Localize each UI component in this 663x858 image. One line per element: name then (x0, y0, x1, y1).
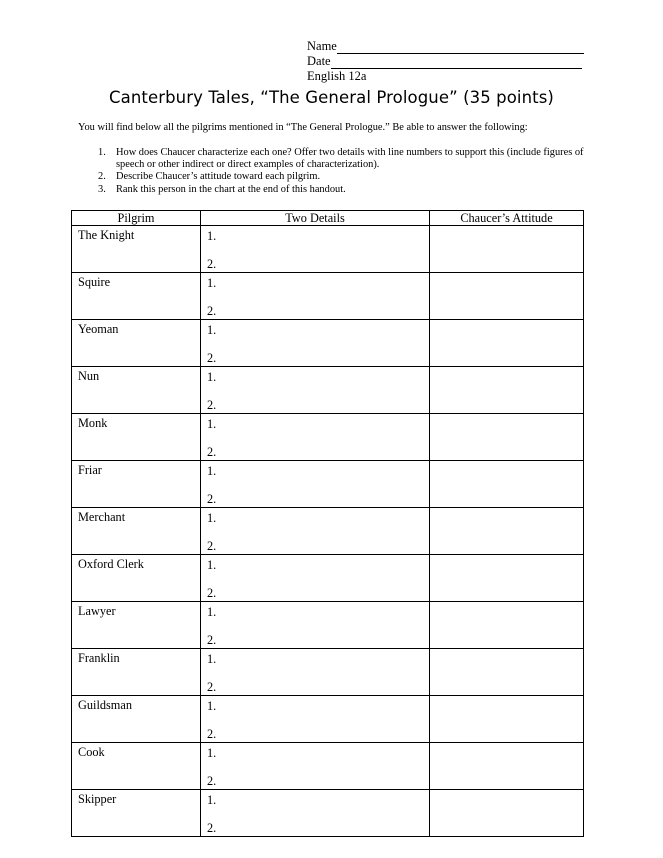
pilgrim-name: Franklin (72, 649, 201, 696)
details-cell[interactable] (201, 696, 430, 743)
detail-marker-1: 1. (207, 276, 217, 290)
detail-marker-2: 2. (207, 821, 217, 835)
attitude-cell[interactable] (430, 461, 584, 508)
pilgrim-name: Cook (72, 743, 201, 790)
detail-marker-1: 1. (207, 464, 217, 478)
table-row (72, 461, 584, 508)
detail-marker-1: 1. (207, 652, 217, 666)
table-row (72, 649, 584, 696)
pilgrim-name: Squire (72, 273, 201, 320)
table-row (72, 508, 584, 555)
detail-marker-2: 2. (207, 727, 217, 741)
attitude-cell[interactable] (430, 273, 584, 320)
details-cell[interactable] (201, 790, 430, 837)
detail-marker-1: 1. (207, 511, 217, 525)
details-cell[interactable] (201, 414, 430, 461)
attitude-cell[interactable] (430, 696, 584, 743)
column-header-two-details: Two Details (201, 211, 430, 226)
table-row (72, 414, 584, 461)
detail-marker-2: 2. (207, 257, 217, 271)
column-header-attitude: Chaucer’s Attitude (430, 211, 584, 226)
attitude-cell[interactable] (430, 743, 584, 790)
detail-marker-2: 2. (207, 539, 217, 553)
details-cell[interactable] (201, 555, 430, 602)
detail-marker-1: 1. (207, 558, 217, 572)
pilgrim-name: Oxford Clerk (72, 555, 201, 602)
chart-body (72, 226, 584, 837)
pilgrim-name: The Knight (72, 226, 201, 273)
detail-marker-2: 2. (207, 492, 217, 506)
course-label: English 12a (307, 69, 367, 83)
attitude-cell[interactable] (430, 555, 584, 602)
page-title: Canterbury Tales, “The General Prologue” (35 points) (109, 88, 554, 107)
instruction-number: 3. (98, 183, 106, 195)
chart-header-row (72, 211, 584, 226)
pilgrim-name: Merchant (72, 508, 201, 555)
attitude-cell[interactable] (430, 508, 584, 555)
table-row (72, 226, 584, 273)
detail-marker-1: 1. (207, 417, 217, 431)
details-cell[interactable] (201, 602, 430, 649)
details-cell[interactable] (201, 461, 430, 508)
pilgrim-name: Yeoman (72, 320, 201, 367)
table-row (72, 602, 584, 649)
instruction-text: How does Chaucer characterize each one? Offer two details with line numbers to support this (include figures of speech or other indirect or direct examples of characterization). (116, 147, 584, 171)
attitude-cell[interactable] (430, 649, 584, 696)
name-label: Name (307, 39, 337, 53)
course-line (307, 69, 584, 84)
name-line (307, 39, 584, 54)
attitude-cell[interactable] (430, 790, 584, 837)
details-cell[interactable] (201, 273, 430, 320)
attitude-cell[interactable] (430, 602, 584, 649)
pilgrim-name: Friar (72, 461, 201, 508)
date-line (307, 54, 584, 69)
table-row (72, 367, 584, 414)
detail-marker-1: 1. (207, 793, 217, 807)
instruction-number: 1. (98, 147, 106, 158)
table-row (72, 273, 584, 320)
pilgrim-name: Skipper (72, 790, 201, 837)
instruction-item (78, 147, 598, 171)
table-row (72, 320, 584, 367)
detail-marker-2: 2. (207, 586, 217, 600)
attitude-cell[interactable] (430, 414, 584, 461)
table-row (72, 743, 584, 790)
detail-marker-2: 2. (207, 633, 217, 647)
pilgrim-name: Nun (72, 367, 201, 414)
date-label: Date (307, 54, 331, 68)
attitude-cell[interactable] (430, 320, 584, 367)
pilgrim-name: Guildsman (72, 696, 201, 743)
detail-marker-1: 1. (207, 370, 217, 384)
pilgrim-name: Lawyer (72, 602, 201, 649)
instruction-item (78, 171, 598, 183)
detail-marker-2: 2. (207, 445, 217, 459)
detail-marker-2: 2. (207, 304, 217, 318)
details-cell[interactable] (201, 226, 430, 273)
detail-marker-1: 1. (207, 746, 217, 760)
details-cell[interactable] (201, 649, 430, 696)
attitude-cell[interactable] (430, 367, 584, 414)
table-row (72, 696, 584, 743)
instruction-number: 2. (98, 171, 106, 183)
detail-marker-1: 1. (207, 699, 217, 713)
table-row (72, 555, 584, 602)
student-info-block (307, 39, 584, 84)
detail-marker-1: 1. (207, 605, 217, 619)
detail-marker-1: 1. (207, 323, 217, 337)
name-blank[interactable] (337, 42, 584, 54)
instruction-text: Rank this person in the chart at the end of this handout. (116, 183, 346, 195)
date-blank[interactable] (331, 57, 582, 69)
instructions-list (78, 147, 598, 196)
detail-marker-2: 2. (207, 351, 217, 365)
detail-marker-1: 1. (207, 229, 217, 243)
attitude-cell[interactable] (430, 226, 584, 273)
pilgrim-chart (71, 210, 584, 837)
details-cell[interactable] (201, 508, 430, 555)
instruction-text: Describe Chaucer’s attitude toward each pilgrim. (116, 171, 321, 183)
column-header-pilgrim: Pilgrim (72, 211, 201, 226)
table-row (72, 790, 584, 837)
pilgrim-name: Monk (72, 414, 201, 461)
instruction-item (78, 184, 598, 196)
details-cell[interactable] (201, 320, 430, 367)
details-cell[interactable] (201, 743, 430, 790)
detail-marker-2: 2. (207, 680, 217, 694)
details-cell[interactable] (201, 367, 430, 414)
detail-marker-2: 2. (207, 398, 217, 412)
intro-text: You will find below all the pilgrims mentioned in “The General Prologue.” Be able to answer the following: (78, 122, 528, 133)
detail-marker-2: 2. (207, 774, 217, 788)
